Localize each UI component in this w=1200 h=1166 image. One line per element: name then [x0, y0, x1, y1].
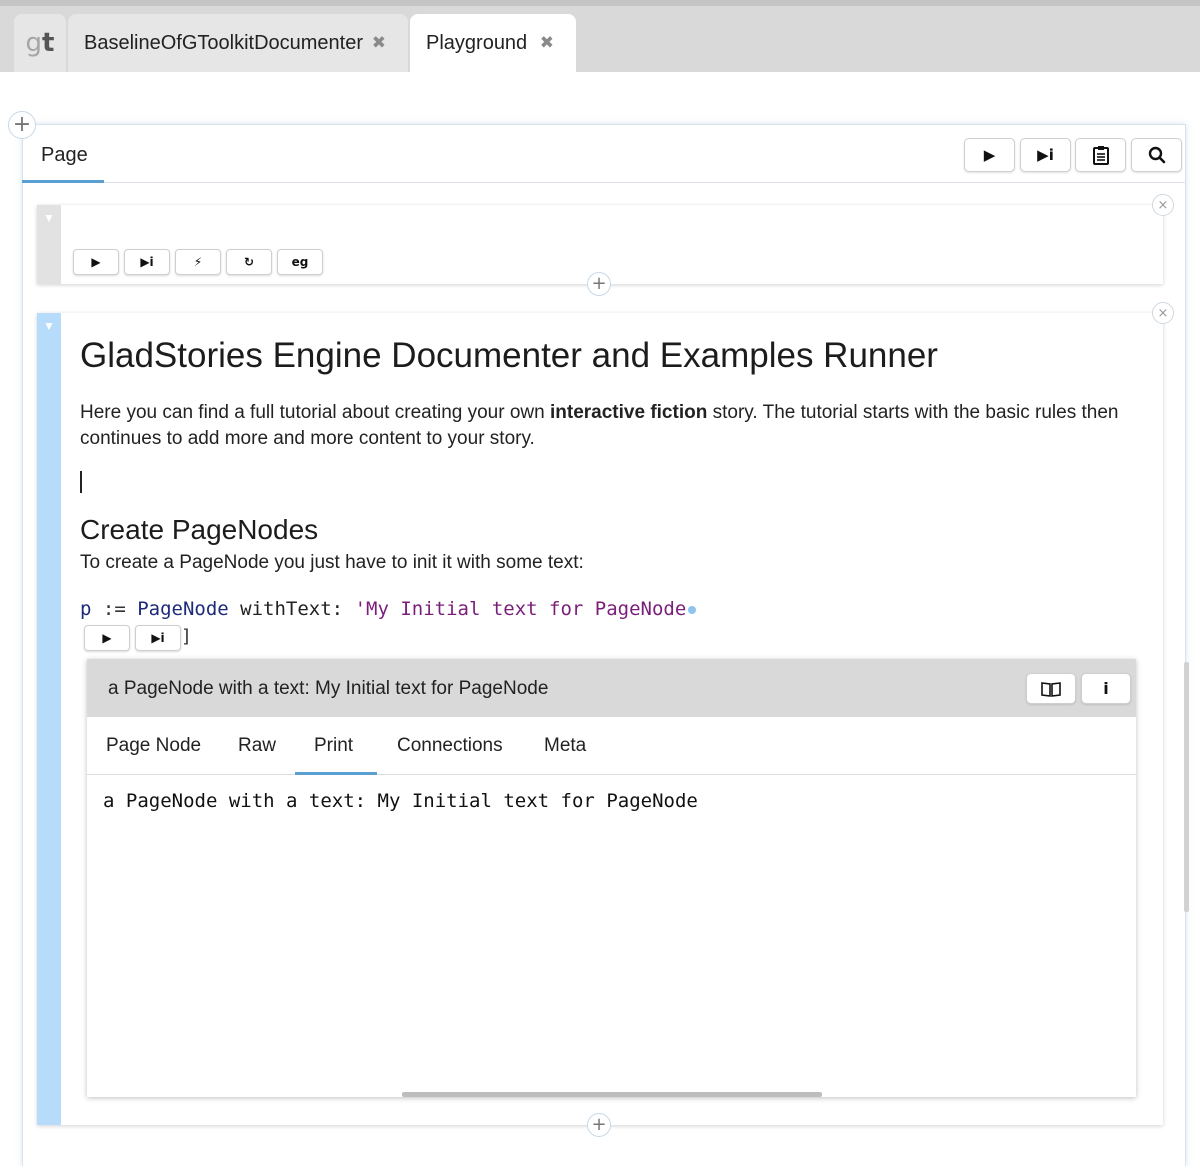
- tab-connections[interactable]: Connections: [397, 735, 503, 756]
- document-close-button[interactable]: ×: [1152, 302, 1174, 324]
- tab-print[interactable]: Print: [314, 735, 354, 756]
- book-icon: [1041, 681, 1061, 697]
- lightning-icon: ⚡: [193, 255, 203, 269]
- examples-icon: eg: [291, 255, 309, 269]
- close-icon[interactable]: ✖: [371, 33, 386, 52]
- snippet-examples-button[interactable]: [277, 249, 323, 275]
- refresh-icon: ↻: [243, 255, 255, 269]
- close-icon[interactable]: ✖: [539, 33, 554, 52]
- section-title: Create PageNodes: [80, 514, 319, 545]
- code-string: 'My Initial text for PageNode: [354, 598, 687, 620]
- tab-page-underline: [22, 180, 104, 183]
- play-button[interactable]: [964, 138, 1015, 172]
- snippet-play-button[interactable]: [73, 249, 119, 275]
- add-snippet-button[interactable]: +: [587, 272, 611, 296]
- tab-label: BaselineOfGToolkitDocumenter: [84, 31, 364, 54]
- collapse-triangle-icon[interactable]: ▼: [43, 319, 55, 333]
- browse-button[interactable]: [1026, 673, 1076, 704]
- play-inspect-icon: ▶i: [140, 255, 154, 269]
- search-icon: [1148, 146, 1166, 164]
- collapse-triangle-icon[interactable]: ▼: [43, 211, 55, 225]
- inspector-tabs: [87, 717, 1136, 775]
- inspector-header: [87, 659, 1136, 717]
- tab-label: Playground: [426, 31, 528, 54]
- play-inspect-icon: ▶i: [151, 631, 165, 645]
- search-button[interactable]: [1131, 138, 1182, 172]
- snippet-lightning-button[interactable]: [175, 249, 221, 275]
- tab-baseline[interactable]: [68, 14, 408, 72]
- snippet-sidebar: [37, 313, 61, 1125]
- tab-meta[interactable]: Meta: [544, 735, 587, 756]
- logo-g: g: [25, 28, 43, 58]
- code-expander-dot-icon[interactable]: [688, 606, 696, 614]
- snippet-play-inspect-button[interactable]: [124, 249, 170, 275]
- horizontal-scrollbar[interactable]: [402, 1092, 822, 1097]
- code-close-bracket: ]: [181, 626, 192, 647]
- snippet-refresh-button[interactable]: [226, 249, 272, 275]
- code-class: PageNode: [137, 598, 229, 620]
- gt-logo-tab[interactable]: [14, 14, 66, 72]
- logo-t: t: [42, 28, 55, 58]
- code-variable: p: [80, 598, 92, 620]
- intro-text-rest: story. The tutorial starts with the basic rules then continues to add more and more content to your story.: [80, 402, 1119, 449]
- play-inspect-button[interactable]: [1020, 138, 1071, 172]
- document-title: GladStories Engine Documenter and Examples Runner: [80, 336, 938, 375]
- play-icon: ▶: [102, 631, 112, 645]
- vertical-scrollbar[interactable]: [1184, 662, 1189, 912]
- snippet-close-button[interactable]: ×: [1152, 194, 1174, 216]
- play-inspect-icon: ▶i: [1037, 146, 1054, 164]
- clipboard-button[interactable]: [1075, 138, 1126, 172]
- object-inspector: [87, 659, 1136, 1097]
- code-snippet[interactable]: [80, 598, 696, 620]
- intro-bold-text: interactive fiction: [550, 402, 708, 423]
- code-assign: :=: [91, 598, 138, 620]
- section-text: To create a PageNode you just have to init it with some text:: [80, 552, 584, 573]
- tab-print-underline: [295, 772, 377, 775]
- text-cursor: [80, 471, 82, 493]
- clipboard-icon: [1092, 145, 1110, 165]
- info-icon: i: [1103, 679, 1109, 698]
- code-play-button[interactable]: [84, 625, 130, 651]
- print-output[interactable]: a PageNode with a text: My Initial text for PageNode: [103, 790, 698, 812]
- add-page-button[interactable]: +: [8, 111, 36, 139]
- info-button[interactable]: [1081, 673, 1131, 704]
- intro-paragraph[interactable]: [80, 400, 1155, 452]
- play-icon: ▶: [91, 255, 101, 269]
- inspector-title: a PageNode with a text: My Initial text for PageNode: [108, 678, 549, 699]
- intro-text: Here you can find a full tutorial about creating your own: [80, 402, 550, 423]
- tab-page[interactable]: Page: [41, 144, 88, 166]
- code-message: withText:: [228, 598, 355, 620]
- tab-raw[interactable]: Raw: [238, 735, 277, 756]
- code-play-inspect-button[interactable]: [135, 625, 181, 651]
- tab-page-node[interactable]: Page Node: [106, 735, 202, 756]
- play-icon: ▶: [983, 146, 996, 164]
- add-snippet-button-bottom[interactable]: +: [587, 1113, 611, 1137]
- tab-playground[interactable]: [410, 14, 576, 72]
